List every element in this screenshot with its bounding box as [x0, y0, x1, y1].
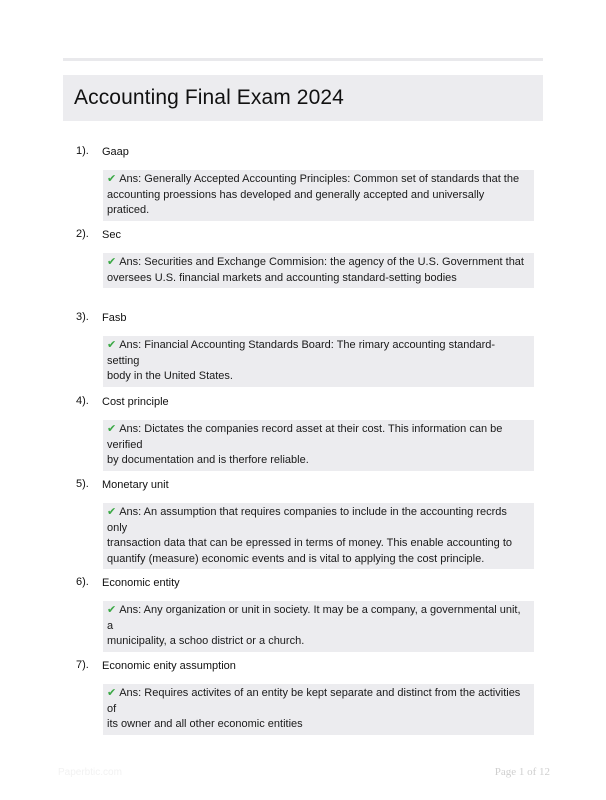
- answer-box: [103, 170, 534, 221]
- answer-line: Ans: Securities and Exchange Commision: the agency of the U.S. Government that: [119, 256, 524, 268]
- checkmark-icon: ✔: [107, 256, 117, 268]
- answer-line: its owner and all other economic entities: [107, 718, 303, 730]
- answer-line: oversees U.S. financial markets and accounting standard-setting bodies: [107, 271, 457, 284]
- answer-line: accounting proessions has developed and generally accepted and universally praticed.: [107, 188, 485, 216]
- question-number: 3).: [76, 311, 89, 323]
- question-text: Sec: [102, 229, 121, 241]
- question-text: Monetary unit: [102, 479, 169, 491]
- question-number: 7).: [76, 659, 89, 671]
- answer-box: [103, 336, 534, 387]
- answer-line: Ans: Any organization or unit in society. It may be a company, a governmental unit, a: [107, 604, 521, 632]
- answer-line: body in the United States.: [107, 370, 233, 382]
- page-title: Accounting Final Exam 2024: [74, 86, 344, 109]
- answer-line: Ans: Dictates the companies record asset at their cost. This information can be verified: [107, 423, 503, 451]
- checkmark-icon: ✔: [107, 423, 117, 435]
- checkmark-icon: ✔: [107, 604, 117, 616]
- answer-box: [103, 503, 534, 569]
- answer-line: Ans: Requires activites of an entity be kept separate and distinct from the activities of: [107, 687, 521, 715]
- answer-line: quantify (measure) economic events and is vital to applying the cost principle.: [107, 552, 485, 565]
- question-number: 5).: [76, 478, 89, 490]
- answer-box: [103, 253, 534, 288]
- top-divider: [63, 58, 543, 61]
- checkmark-icon: ✔: [107, 339, 117, 351]
- question-text: Economic entity: [102, 577, 180, 589]
- answer-line: transaction data that can be epressed in terms of money. This enable accounting to: [107, 537, 513, 549]
- question-text: Gaap: [102, 146, 129, 158]
- question-number: 2).: [76, 228, 89, 240]
- answer-box: [103, 601, 534, 652]
- title-banner: [63, 75, 543, 121]
- page-indicator: Page 1 of 12: [494, 766, 550, 778]
- answer-box: [103, 420, 534, 471]
- answer-line: municipality, a schoo district or a church.: [107, 635, 305, 647]
- answer-box: [103, 684, 534, 735]
- checkmark-icon: ✔: [107, 506, 117, 518]
- answer-line: by documentation and is therfore reliable.: [107, 454, 309, 466]
- checkmark-icon: ✔: [107, 173, 117, 185]
- question-number: 4).: [76, 395, 89, 407]
- question-text: Economic enity assumption: [102, 660, 236, 672]
- checkmark-icon: ✔: [107, 687, 117, 699]
- answer-line: Ans: Financial Accounting Standards Board: The rimary accounting standard- setting: [107, 339, 496, 367]
- answer-line: Ans: An assumption that requires companies to include in the accounting recrds only: [107, 506, 507, 534]
- footer-watermark: Paperbtic.com: [58, 767, 122, 778]
- answer-line: Ans: Generally Accepted Accounting Principles: Common set of standards that the: [119, 173, 520, 185]
- question-number: 1).: [76, 145, 89, 157]
- question-number: 6).: [76, 576, 89, 588]
- question-text: Fasb: [102, 312, 127, 324]
- question-text: Cost principle: [102, 396, 169, 408]
